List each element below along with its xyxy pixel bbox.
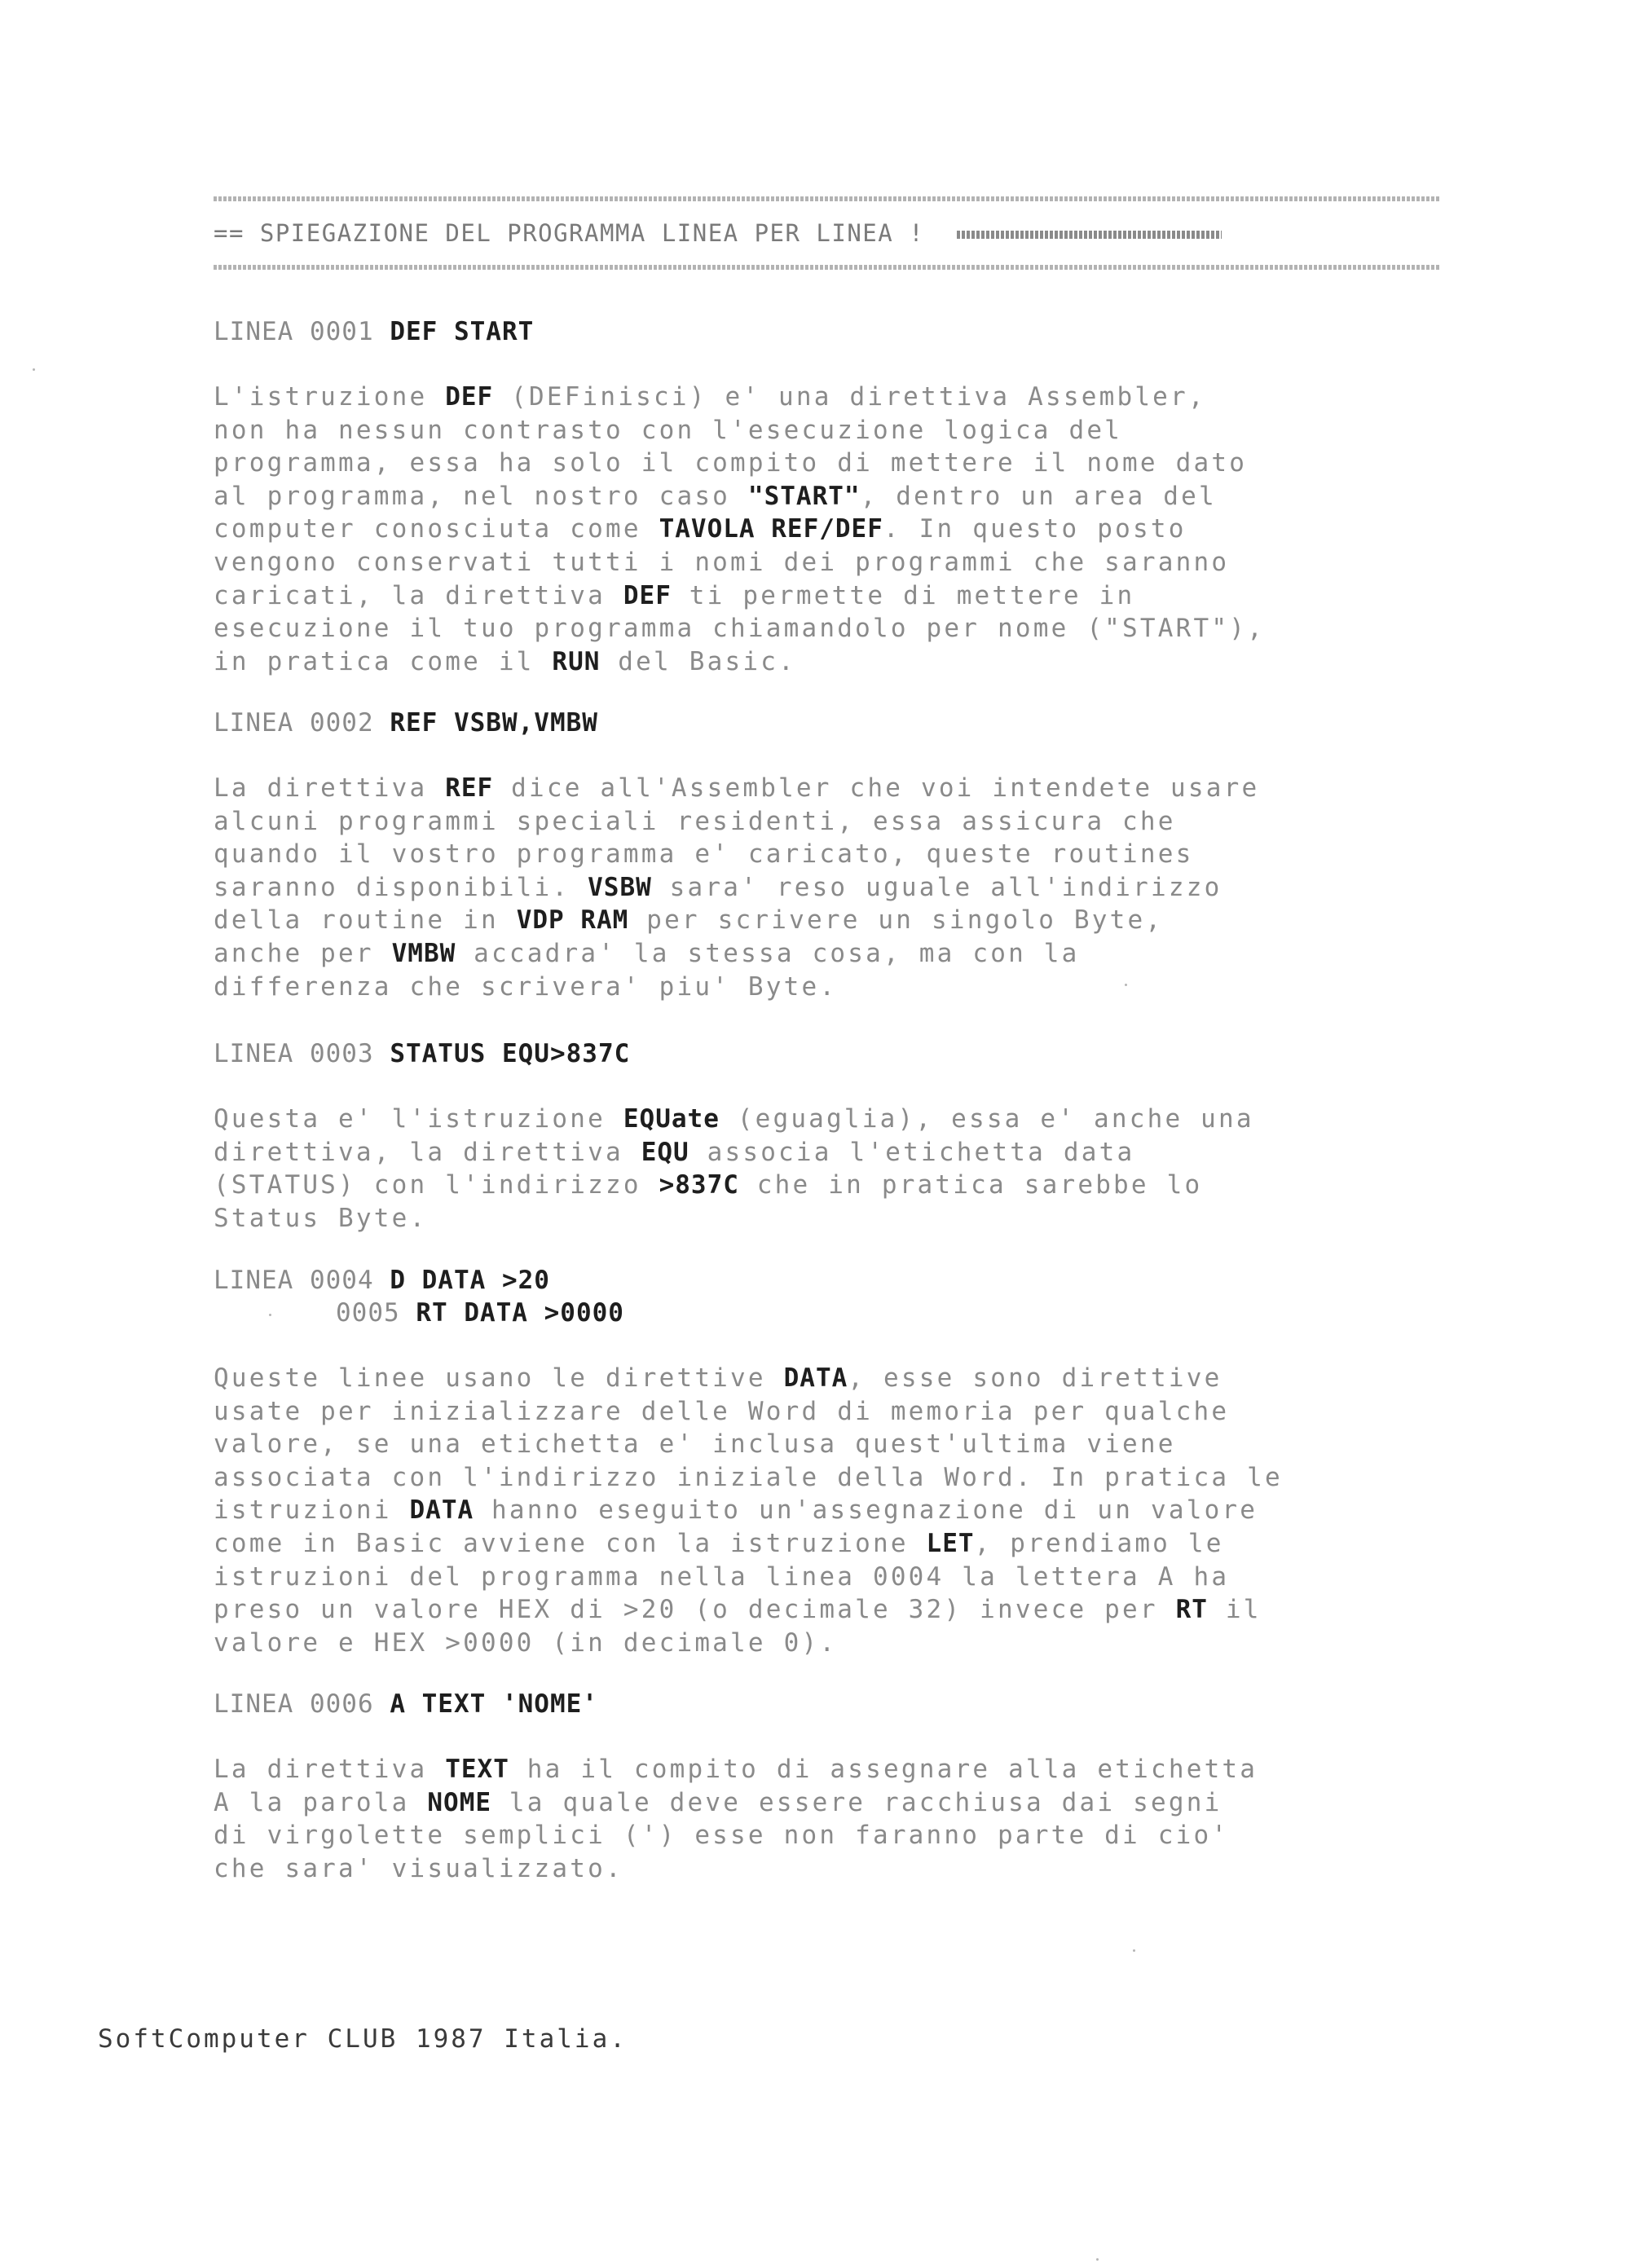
paragraph-line [214,513,1452,546]
body-text: associa l'etichetta data [689,1137,1135,1167]
keyword-text: EQUate [623,1104,720,1134]
paragraph-line [214,1819,1452,1852]
section-paragraph [214,772,1452,1003]
body-text: hanno eseguito un'assegnazione di un valore [474,1495,1258,1526]
keyword-text: TEXT [445,1755,509,1784]
paragraph-line [214,971,1452,1004]
keyword-text: LET [926,1528,975,1558]
keyword-text: EQU [641,1137,689,1167]
body-text: del Basic. [600,646,796,676]
paragraph-line [214,1561,1452,1594]
paragraph-line [214,1627,1452,1660]
scan-speck [1096,2258,1099,2261]
paragraph-line [214,612,1452,645]
body-text: L'istruzione [214,382,446,412]
body-text: istruzioni [214,1495,410,1526]
heading-code: RT DATA >0000 [416,1298,624,1328]
body-text: dice all'Assembler che voi intendete usare [493,773,1260,803]
section-paragraph [214,1753,1452,1885]
heading-label: LINEA 0002 [214,708,374,738]
body-text: la quale deve essere racchiusa dai segni [491,1787,1222,1817]
body-text: (DEFinisci) e' una direttiva Assembler, [493,382,1206,412]
section-heading [214,1037,1452,1070]
body-text: computer conosciuta come [214,514,659,544]
body-text: , dentro un area del [860,481,1217,511]
paragraph-line [214,1852,1452,1886]
keyword-text: DEF [623,580,672,610]
body-text: programma, essa ha solo il compito di mettere il nome dato [214,448,1248,478]
heading-code: DEF START [390,317,535,346]
section-heading [214,1688,1452,1720]
keyword-text: RUN [552,646,601,676]
body-text: al programma, nel nostro caso [214,481,748,511]
banner-prefix: == [214,219,244,247]
body-text: (STATUS) con l'indirizzo [214,1170,659,1200]
paragraph-line [214,1103,1452,1136]
paragraph-line [214,645,1452,679]
section-linea-0003 [214,1037,1452,1235]
heading-code: STATUS EQU>837C [390,1039,631,1068]
section-linea-0002 [214,707,1452,1003]
paragraph-line [214,772,1452,805]
keyword-text: "START" [747,481,861,511]
body-text: quando il vostro programma e' caricato, queste routines [214,839,1194,870]
paragraph-line [214,480,1452,513]
keyword-text: DATA [409,1495,474,1526]
paragraph-line [214,1362,1452,1395]
section-heading-secondary [214,1297,1452,1329]
body-text: esecuzione il tuo programma chiamandolo per nome ("START"), [214,614,1265,644]
body-text: Queste linee usano le direttive [214,1363,784,1393]
paragraph-line [214,381,1452,414]
body-text: che sara' visualizzato. [214,1853,623,1883]
paragraph-line [214,1395,1452,1429]
paragraph-line [214,1461,1452,1495]
paragraph-line [214,1202,1452,1235]
section-paragraph [214,1362,1452,1659]
keyword-text: NOME [427,1787,492,1817]
body-text: non ha nessun contrasto con l'esecuzione logica del [214,415,1123,445]
body-text: . In questo posto [883,514,1187,544]
body-text: vengono conservati tutti i nomi dei programmi che saranno [214,547,1230,577]
paragraph-line [214,904,1452,937]
body-text: saranno disponibili. [214,872,588,902]
banner-fill-right [957,231,1222,239]
body-text: A la parola [214,1787,428,1817]
body-text: usate per inizializzare delle Word di memoria per qualche [214,1396,1230,1426]
paragraph-line [214,1527,1452,1561]
keyword-text: VMBW [391,938,456,968]
body-text: Status Byte. [214,1203,428,1233]
paragraph-line [214,937,1452,971]
keyword-text: VDP RAM [516,905,629,936]
body-text: accadra' la stessa cosa, ma con la [456,938,1080,968]
body-text: come in Basic avviene con la istruzione [214,1528,927,1558]
section-linea-0004 [214,1264,1452,1659]
body-text: La direttiva [214,773,446,803]
body-text: valore e HEX >0000 (in decimale 0). [214,1627,838,1658]
banner-title: SPIEGAZIONE DEL PROGRAMMA LINEA PER LINEA ! [259,219,925,247]
paragraph-line [214,1428,1452,1461]
paragraph-line [214,546,1452,579]
heading-label: LINEA 0004 [214,1266,374,1295]
paragraph-line [214,1593,1452,1627]
body-text: preso un valore HEX di >20 (o decimale 32) invece per [214,1595,1176,1625]
body-text: in pratica come il [214,646,553,676]
body-text: Questa e' l'istruzione [214,1104,623,1134]
body-text: alcuni programmi speciali residenti, essa assicura che [214,806,1176,836]
body-text: differenza che scrivera' piu' Byte. [214,971,838,1002]
paragraph-line [214,414,1452,447]
body-text: istruzioni del programma nella linea 0004 la lettera A ha [214,1561,1230,1592]
paragraph-line [214,1494,1452,1527]
paragraph-line [214,447,1452,480]
body-text: associata con l'indirizzo iniziale della Word. In pratica le [214,1462,1283,1492]
body-text: , prendiamo le [974,1528,1224,1558]
top-divider [214,196,1440,201]
keyword-text: REF [445,773,494,803]
keyword-text: >837C [659,1170,739,1200]
paragraph-line [214,1136,1452,1169]
body-text: sara' reso uguale all'indirizzo [651,872,1222,902]
body-text: direttiva, la direttiva [214,1137,641,1167]
body-text: valore, se una etichetta e' inclusa quest'ultima viene [214,1429,1176,1460]
heading-label: LINEA 0006 [214,1689,374,1719]
paragraph-line [214,838,1452,871]
section-paragraph [214,381,1452,678]
keyword-text: VSBW [588,872,652,902]
section-linea-0001 [214,315,1452,678]
paragraph-line [214,1786,1452,1820]
page-banner [214,217,1440,249]
heading-label: LINEA 0003 [214,1039,374,1068]
heading-code: D DATA >20 [390,1266,550,1295]
section-linea-0006 [214,1688,1452,1885]
body-text: ha il compito di assegnare alla etichetta [509,1755,1258,1784]
bottom-divider [214,265,1440,270]
scan-speck [33,368,35,371]
heading-label: 0005 [336,1298,400,1328]
keyword-text: RT [1175,1595,1208,1625]
section-heading [214,707,1452,739]
paragraph-line [214,1169,1452,1202]
body-text: caricati, la direttiva [214,580,623,610]
section-paragraph [214,1103,1452,1235]
heading-code: REF VSBW,VMBW [390,708,598,738]
paragraph-line [214,871,1452,905]
heading-code: A TEXT 'NOME' [390,1689,598,1719]
body-text: il [1207,1595,1262,1625]
body-text: La direttiva [214,1755,446,1784]
scan-speck [269,1314,271,1316]
footer-credit: SoftComputer CLUB 1987 Italia. [98,2024,628,2054]
section-heading [214,1264,1452,1297]
paragraph-line [214,579,1452,613]
body-text: che in pratica sarebbe lo [738,1170,1203,1200]
keyword-text: DEF [445,382,494,412]
keyword-text: DATA [783,1363,848,1393]
scan-speck [1125,984,1127,986]
scan-speck [1133,1949,1135,1952]
heading-label: LINEA 0001 [214,317,374,346]
body-text: ti permette di mettere in [671,580,1135,610]
keyword-text: TAVOLA REF/DEF [659,514,883,544]
body-text: per scrivere un singolo Byte, [628,905,1164,936]
body-text: della routine in [214,905,517,936]
body-text: (eguaglia), essa e' anche una [719,1104,1254,1134]
body-text: anche per [214,938,392,968]
paragraph-line [214,1753,1452,1786]
paragraph-line [214,805,1452,839]
section-heading [214,315,1452,348]
body-text: , esse sono direttive [848,1363,1222,1393]
body-text: di virgolette semplici (') esse non faranno parte di cio' [214,1821,1230,1851]
